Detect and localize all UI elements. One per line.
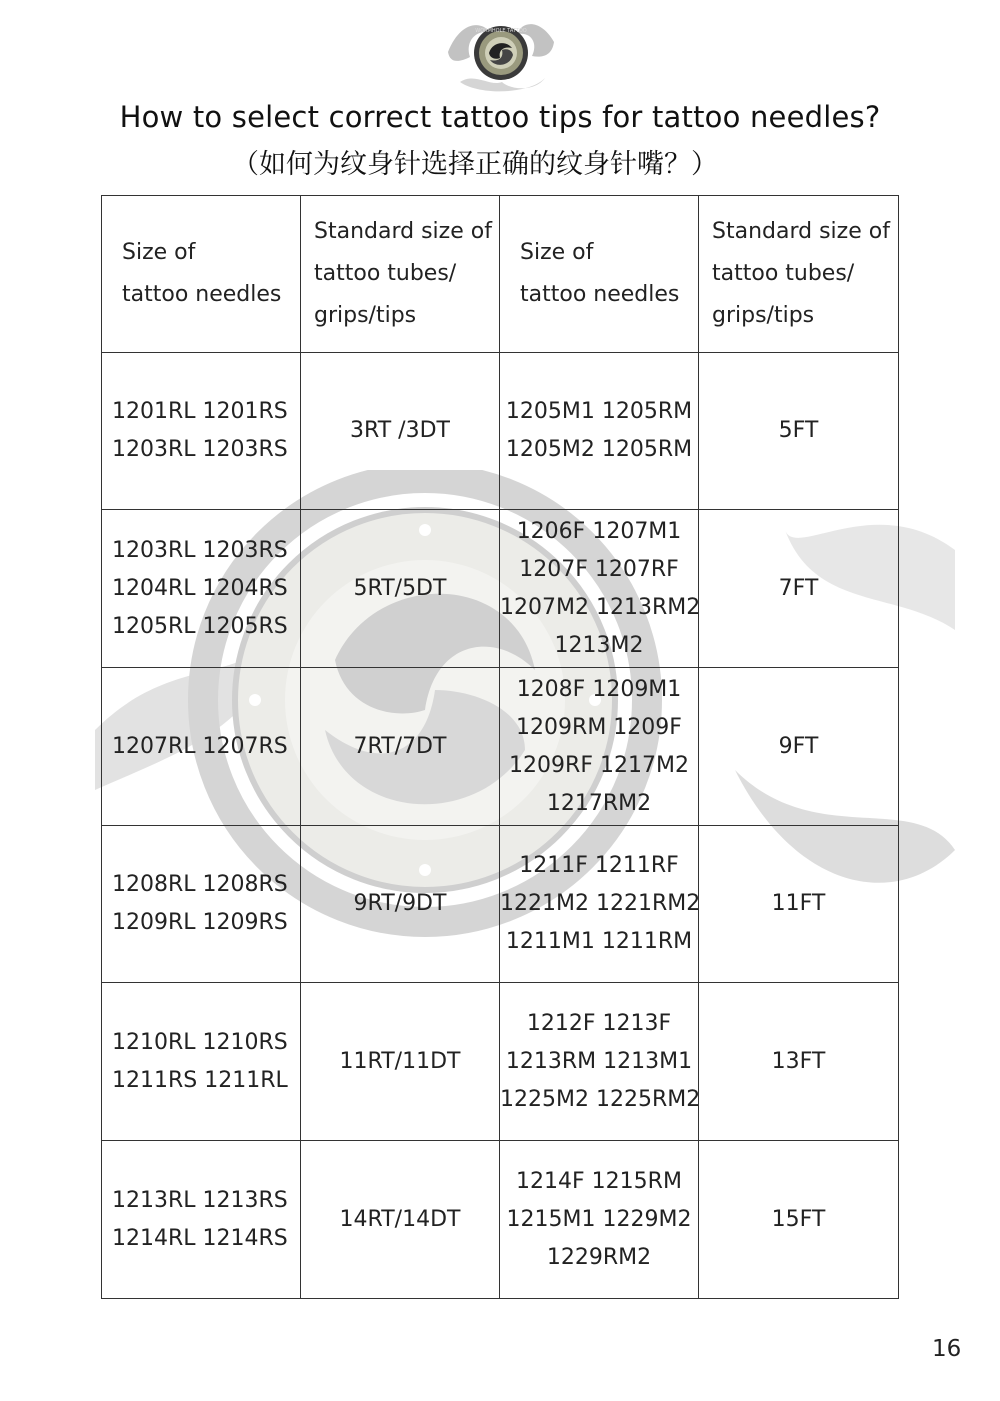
table-header-row [102,196,899,353]
page-title: How to select correct tattoo tips for tattoo needles? [119,100,881,134]
table-row [102,668,899,826]
tip-cell: 13FT [699,983,899,1141]
needle-cell: 1210RL 1210RS 1211RS 1211RL [102,983,301,1141]
table-row [102,983,899,1141]
needle-cell: 1208RL 1208RS 1209RL 1209RS [102,826,301,983]
tip-cell: 5RT/5DT [301,510,500,668]
needle-cell: 1201RL 1201RS 1203RL 1203RS [102,353,301,510]
table-row [102,510,899,668]
header-tip-size-a: Standard size of tattoo tubes/ grips/tips [301,196,500,353]
tip-cell: 5FT [699,353,899,510]
tip-cell: 9FT [699,668,899,826]
tip-cell: 14RT/14DT [301,1141,500,1299]
tip-cell: 7FT [699,510,899,668]
needle-tip-table [101,195,899,1299]
tip-cell: 15FT [699,1141,899,1299]
needle-cell: 1203RL 1203RS 1204RL 1204RS 1205RL 1205RS [102,510,301,668]
wormhole-tattoo-logo-icon [440,12,562,94]
tip-cell: 9RT/9DT [301,826,500,983]
needle-cell: 1207RL 1207RS [102,668,301,826]
tip-cell: 11FT [699,826,899,983]
table-row [102,826,899,983]
needle-cell: 1212F 1213F 1213RM 1213M1 1225M2 1225RM2 [500,983,699,1141]
logo-text: WORMHOLE TATTOO [475,28,527,34]
header-tip-size-b: Standard size of tattoo tubes/ grips/tips [699,196,899,353]
page-subtitle: （如何为纹身针选择正确的纹身针嘴？） [232,149,718,180]
header-needle-size-a: Size of tattoo needles [102,196,301,353]
tip-cell: 7RT/7DT [301,668,500,826]
tip-cell: 11RT/11DT [301,983,500,1141]
needle-cell: 1211F 1211RF 1221M2 1221RM2 1211M1 1211RM [500,826,699,983]
needle-cell: 1206F 1207M1 1207F 1207RF 1207M2 1213RM2 1213M2 [500,510,699,668]
table-row [102,353,899,510]
header-needle-size-b: Size of tattoo needles [500,196,699,353]
table-row [102,1141,899,1299]
tip-cell: 3RT /3DT [301,353,500,510]
needle-cell: 1213RL 1213RS 1214RL 1214RS [102,1141,301,1299]
needle-cell: 1214F 1215RM 1215M1 1229M2 1229RM2 [500,1141,699,1299]
needle-cell: 1208F 1209M1 1209RM 1209F 1209RF 1217M2 1217RM2 [500,668,699,826]
needle-cell: 1205M1 1205RM 1205M2 1205RM [500,353,699,510]
page-number: 16 [932,1336,962,1362]
